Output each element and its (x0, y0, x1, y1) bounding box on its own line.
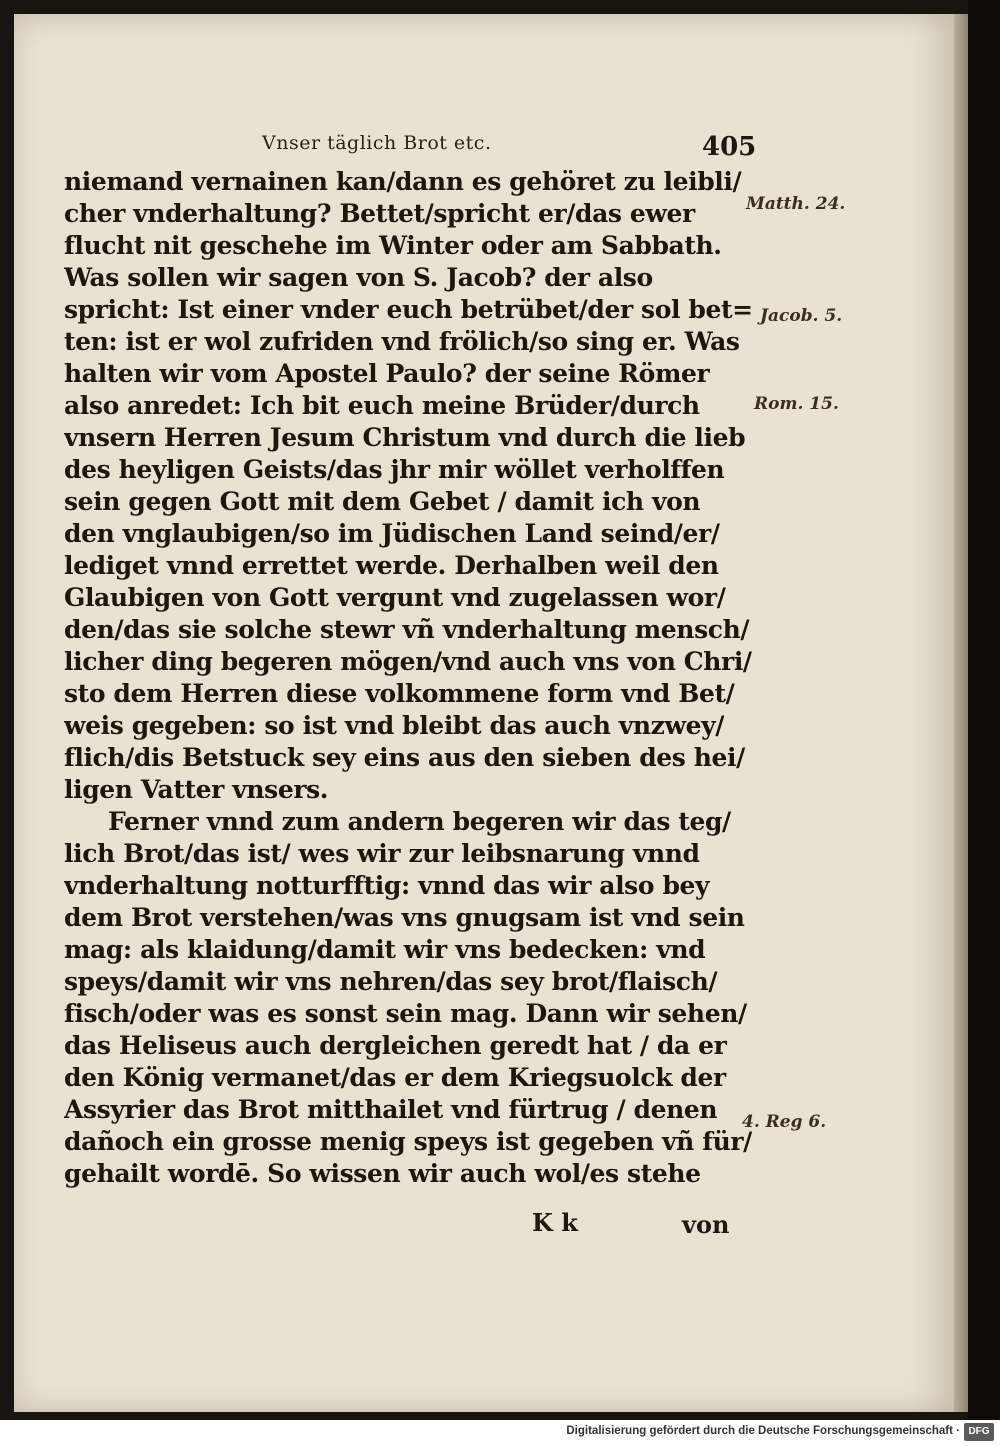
text-line: weis gegeben: so ist vnd bleibt das auch vnzwey/ (64, 711, 724, 740)
text-line: also anredet: Ich bit euch meine Brüder/durch (64, 391, 700, 420)
text-line: sein gegen Gott mit dem Gebet / damit ich von (64, 487, 701, 516)
text-line: Was sollen wir sagen von S. Jacob? der also (64, 263, 653, 292)
text-line: flich/dis Betstuck sey eins aus den sieben des hei/ (64, 743, 745, 772)
footer-bar (0, 1420, 1000, 1446)
dfg-logo: DFG (964, 1423, 994, 1441)
running-head: Vnser täglich Brot etc. (262, 132, 492, 154)
margin-note-matth: Matth. 24. (746, 194, 846, 214)
text-line: des heyligen Geists/das jhr mir wöllet verholffen (64, 455, 725, 484)
document-page (14, 14, 954, 1412)
text-line: vnsern Herren Jesum Christum vnd durch die lieb (64, 423, 746, 452)
text-line: dañoch ein grosse menig speys ist gegeben vñ für/ (64, 1127, 752, 1156)
page-number: 405 (702, 132, 757, 162)
text-line: mag: als klaidung/damit wir vns bedecken: vnd (64, 935, 706, 964)
text-line: lediget vnnd errettet werde. Derhalben weil den (64, 551, 719, 580)
text-line: niemand vernainen kan/dann es gehöret zu leibli/ (64, 167, 742, 196)
text-line: gehailt wordē. So wissen wir auch wol/es stehe (64, 1159, 701, 1188)
text-line: lich Brot/das ist/ wes wir zur leibsnarung vnnd (64, 839, 700, 868)
text-line: vnderhaltung notturfftig: vnnd das wir also bey (64, 871, 710, 900)
page-edge (954, 14, 968, 1412)
funding-notice: Digitalisierung gefördert durch die Deutsche Forschungsgemeinschaft · (566, 1425, 960, 1437)
text-line: licher ding begeren mögen/vnd auch vns von Chri/ (64, 647, 752, 676)
text-line: Glaubigen von Gott vergunt vnd zugelassen wor/ (64, 583, 726, 612)
text-line: Assyrier das Brot mitthailet vnd fürtrug / denen (64, 1095, 718, 1124)
margin-note-rom: Rom. 15. (754, 394, 839, 414)
text-line: speys/damit wir vns nehren/das sey brot/flaisch/ (64, 967, 718, 996)
text-line: dem Brot verstehen/was vns gnugsam ist vnd sein (64, 903, 745, 932)
text-line: den/das sie solche stewr vñ vnderhaltung mensch/ (64, 615, 750, 644)
text-line: halten wir vom Apostel Paulo? der seine Römer (64, 359, 710, 388)
text-line: sto dem Herren diese volkommene form vnd Bet/ (64, 679, 735, 708)
text-line: flucht nit geschehe im Winter oder am Sabbath. (64, 231, 722, 260)
text-line: ligen Vatter vnsers. (64, 775, 329, 804)
text-line: cher vnderhaltung? Bettet/spricht er/das ewer (64, 199, 695, 228)
text-line: den vnglaubigen/so im Jüdischen Land seind/er/ (64, 519, 720, 548)
text-line: Ferner vnnd zum andern begeren wir das teg/ (108, 807, 731, 836)
margin-note-reg: 4. Reg 6. (742, 1112, 827, 1132)
text-block (64, 166, 754, 1190)
text-line: das Heliseus auch dergleichen geredt hat / da er (64, 1031, 727, 1060)
text-line: spricht: Ist einer vnder euch betrübet/der sol bet= (64, 295, 753, 324)
text-line: fisch/oder was es sonst sein mag. Dann wir sehen/ (64, 999, 747, 1028)
text-line: den König vermanet/das er dem Kriegsuolck der (64, 1063, 726, 1092)
text-line: ten: ist er wol zufriden vnd frölich/so sing er. Was (64, 327, 740, 356)
scan-background (968, 0, 1000, 1446)
signature-mark: K k (532, 1208, 578, 1237)
catchword: von (682, 1210, 730, 1239)
margin-note-jacob: Jacob. 5. (760, 306, 843, 326)
